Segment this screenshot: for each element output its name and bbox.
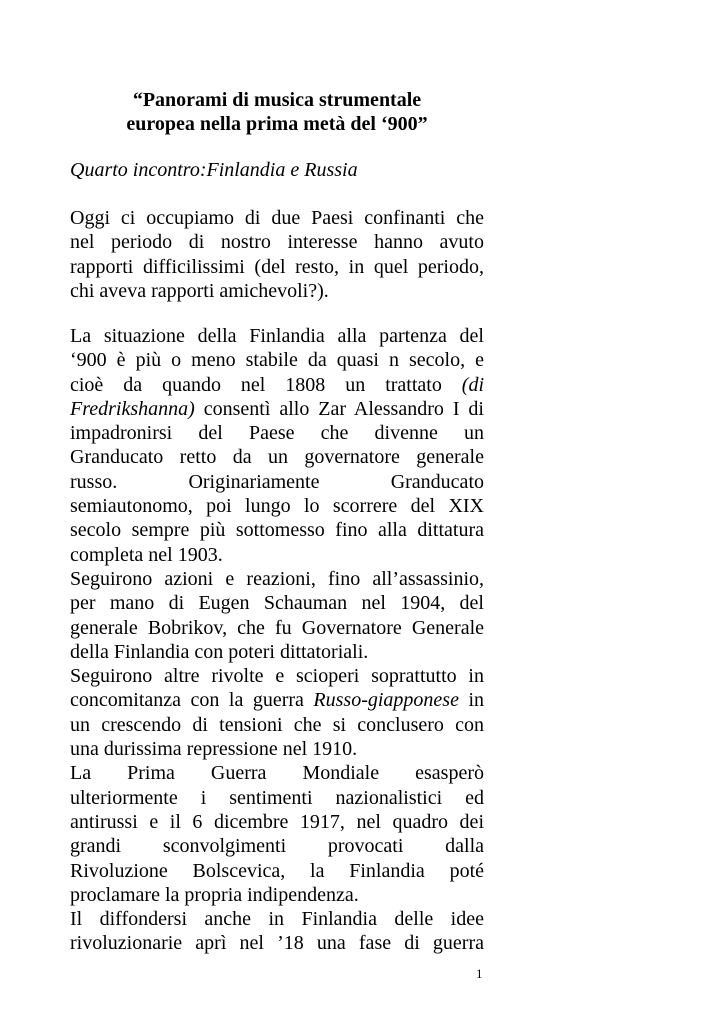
text-line: grandi sconvolgimenti provocati dalla bbox=[70, 835, 484, 858]
text-run: cioè da quando nel 1808 un trattato bbox=[70, 373, 442, 396]
text-line: Il diffondersi anche in Finlandia delle idee bbox=[70, 908, 484, 931]
text-line bbox=[70, 397, 484, 421]
text-line: Granducato retto da un governatore generale bbox=[70, 446, 484, 469]
italic-text: (di bbox=[461, 373, 485, 396]
italic-text: Russo-giapponese bbox=[313, 689, 459, 712]
text-line: una durissima repressione nel 1910. bbox=[70, 738, 358, 761]
text-line: semiautonomo, poi lungo lo scorrere del XIX bbox=[70, 495, 484, 518]
text-line: La situazione della Finlandia alla partenza del bbox=[70, 325, 484, 347]
text-line bbox=[70, 688, 484, 712]
text-line: completa nel 1903. bbox=[70, 543, 223, 566]
text-line: nel periodo di nostro interesse hanno avuto bbox=[70, 231, 484, 254]
title-line: “Panorami di musica strumentale bbox=[132, 89, 422, 111]
text-line: Seguirono azioni e reazioni, fino all’assassinio, bbox=[70, 567, 484, 590]
title-line: europea nella prima metà del ‘900” bbox=[126, 113, 428, 135]
text-line: secolo sempre più sottomesso fino alla dittatura bbox=[70, 519, 484, 542]
text-line: Rivoluzione Bolscevica, la Finlandia poté bbox=[70, 859, 484, 882]
text-line: per mano di Eugen Schauman nel 1904, del bbox=[70, 592, 484, 615]
text-run: concomitanza con la guerra bbox=[70, 689, 304, 712]
text-line: ulteriormente i sentimenti nazionalistici ed bbox=[70, 786, 484, 809]
text-line: rapporti difficilissimi (del resto, in quel periodo, bbox=[70, 255, 484, 278]
text-line: antirussi e il 6 dicembre 1917, nel quadro dei bbox=[70, 810, 484, 833]
text-line: rivoluzionarie aprì nel ’18 una fase di guerra bbox=[70, 932, 484, 955]
text-run: consentì allo Zar Alessandro I di bbox=[203, 397, 484, 420]
document-subtitle: Quarto incontro:Finlandia e Russia bbox=[70, 159, 358, 181]
text-line: impadronirsi del Paese che divenne un bbox=[70, 422, 484, 445]
text-line: La Prima Guerra Mondiale esasperò bbox=[70, 762, 484, 785]
page-number: 1 bbox=[476, 966, 483, 981]
text-line: generale Bobrikov, che fu Governatore Generale bbox=[70, 616, 484, 639]
italic-text: Fredrikshanna) bbox=[70, 397, 195, 420]
text-line: chi aveva rapporti amichevoli?). bbox=[70, 279, 329, 302]
text-line: russo. Originariamente Granducato bbox=[70, 470, 484, 493]
document-title bbox=[70, 88, 484, 136]
text-line: Seguirono altre rivolte e scioperi soprattutto in bbox=[70, 665, 484, 688]
text-line bbox=[70, 373, 484, 397]
text-line: della Finlandia con poteri dittatoriali. bbox=[70, 640, 369, 663]
text-run: in bbox=[468, 689, 485, 712]
paragraph-intro bbox=[70, 206, 484, 303]
paragraph-history bbox=[70, 324, 484, 956]
text-line: un crescendo di tensioni che si conclusero con bbox=[70, 713, 484, 736]
text-line: Oggi ci occupiamo di due Paesi confinanti che bbox=[70, 207, 484, 229]
text-line: ‘900 è più o meno stabile da quasi n secolo, e bbox=[70, 349, 484, 372]
text-line: proclamare la propria indipendenza. bbox=[70, 883, 359, 906]
